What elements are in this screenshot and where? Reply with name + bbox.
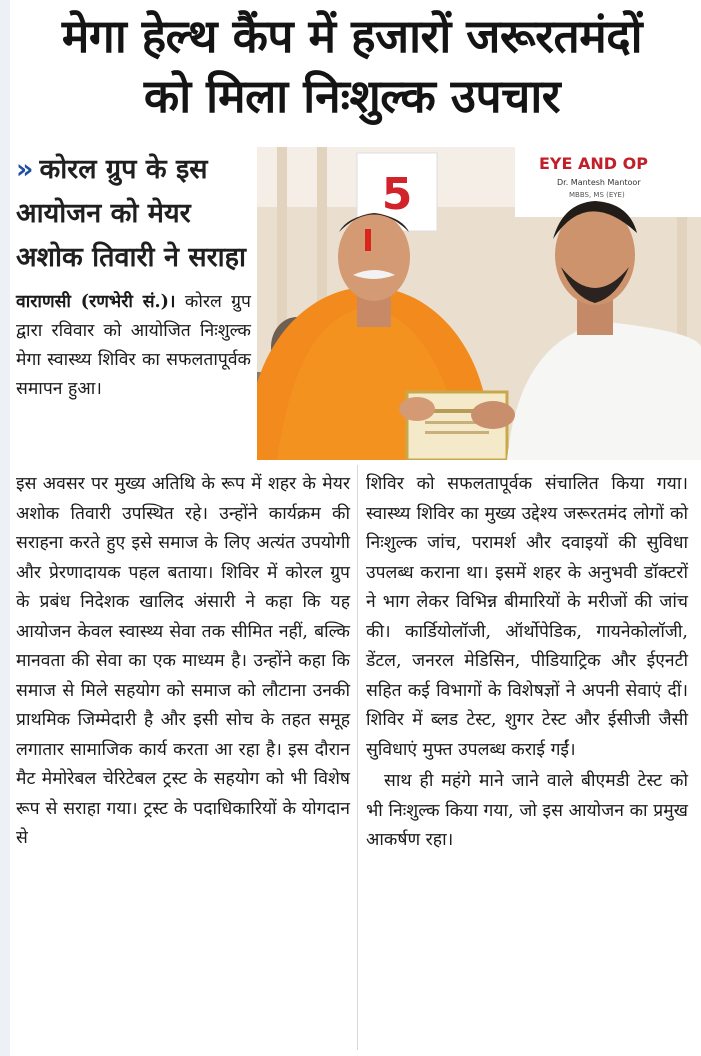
article-lead — [16, 288, 251, 404]
banner-title: EYE AND OP — [539, 154, 648, 173]
page-margin-strip — [0, 0, 10, 1056]
article-paragraph: साथ ही महंगे माने जाने वाले बीएमडी टेस्ट को भी निःशुल्क किया गया, जो इस आयोजन का प्रमुख आकर्षण रहा। — [366, 771, 688, 850]
headline — [12, 6, 692, 126]
photo-illustration — [257, 147, 701, 460]
desk-number: 5 — [381, 169, 413, 220]
headline-line-1: मेगा हेल्थ कैंप में हजारों जरूरतमंदों — [61, 9, 643, 63]
banner-doctor-name: Dr. Mantesh Mantoor — [557, 178, 641, 187]
lead-text: कोरल ग्रुप द्वारा रविवार को आयोजित निःशुल्क मेगा स्वास्थ्य शिविर का सफलतापूर्वक समापन हुआ। — [16, 292, 251, 399]
chevron-marker-icon: » — [16, 154, 34, 185]
news-photo — [257, 147, 701, 460]
subheadline — [16, 148, 251, 280]
article-paragraph: इस अवसर पर मुख्य अतिथि के रूप में शहर के मेयर अशोक तिवारी उपस्थित रहे। उन्होंने कार्यक्रम की सराहना करते हुए इसे समाज के लिए अत्यंत उपयोगी और प्रेरणादायक पहल बताया। शिविर में कोरल ग्रुप के प्रबंध निदेशक खालिद अंसारी ने कहा कि यह आयोजन केवल स्वास्थ्य सेवा तक सीमित नहीं, बल्कि मानवता की सेवा का एक माध्यम है। उन्होंने कहा कि समाज से मिले सहयोग को समाज को लौटाना उनकी प्राथमिक जिम्मेदारी है और इसी सोच के तहत समूह लगातार सामाजिक कार्य करता आ रहा है। इस दौरान मैट मेमोरेबल चेरिटेबल ट्रस्ट के सहयोग को भी विशेष रूप से सराहा गया। ट्रस्ट के पदाधिकारियों के योगदान से — [16, 474, 350, 848]
article-paragraph: शिविर को सफलतापूर्वक संचालित किया गया। स्वास्थ्य शिविर का मुख्य उद्देश्य जरूरतमंद लोगों को निःशुल्क जांच, परामर्श और दवाइयों की सुविधा उपलब्ध कराना था। इसमें शहर के अनुभवी डॉक्टरों ने भाग लेकर विभिन्न बीमारियों के मरीजों की जांच की। कार्डियोलॉजी, ऑर्थोपेडिक, गायनेकोलॉजी, डेंटल, जनरल मेडिसिन, पीडियाट्रिक और ईएनटी सहित कई विभागों के विशेषज्ञों ने अपनी सेवाएं दीं। शिविर में ब्लड टेस्ट, शुगर टेस्ट और ईसीजी जैसी सुविधाएं मुफ्त उपलब्ध कराई गईं। — [366, 474, 688, 760]
subheadline-text: कोरल ग्रुप के इस आयोजन को मेयर अशोक तिवारी ने सराहा — [16, 154, 246, 273]
column-divider — [357, 465, 358, 1050]
article-column-right — [366, 470, 688, 856]
dateline: वाराणसी (रणभेरी सं.)। — [16, 292, 176, 312]
headline-line-2: को मिला निःशुल्क उपचार — [143, 69, 561, 123]
article-column-left — [16, 470, 350, 854]
banner-doctor-degree: MBBS, MS (EYE) — [569, 191, 625, 199]
